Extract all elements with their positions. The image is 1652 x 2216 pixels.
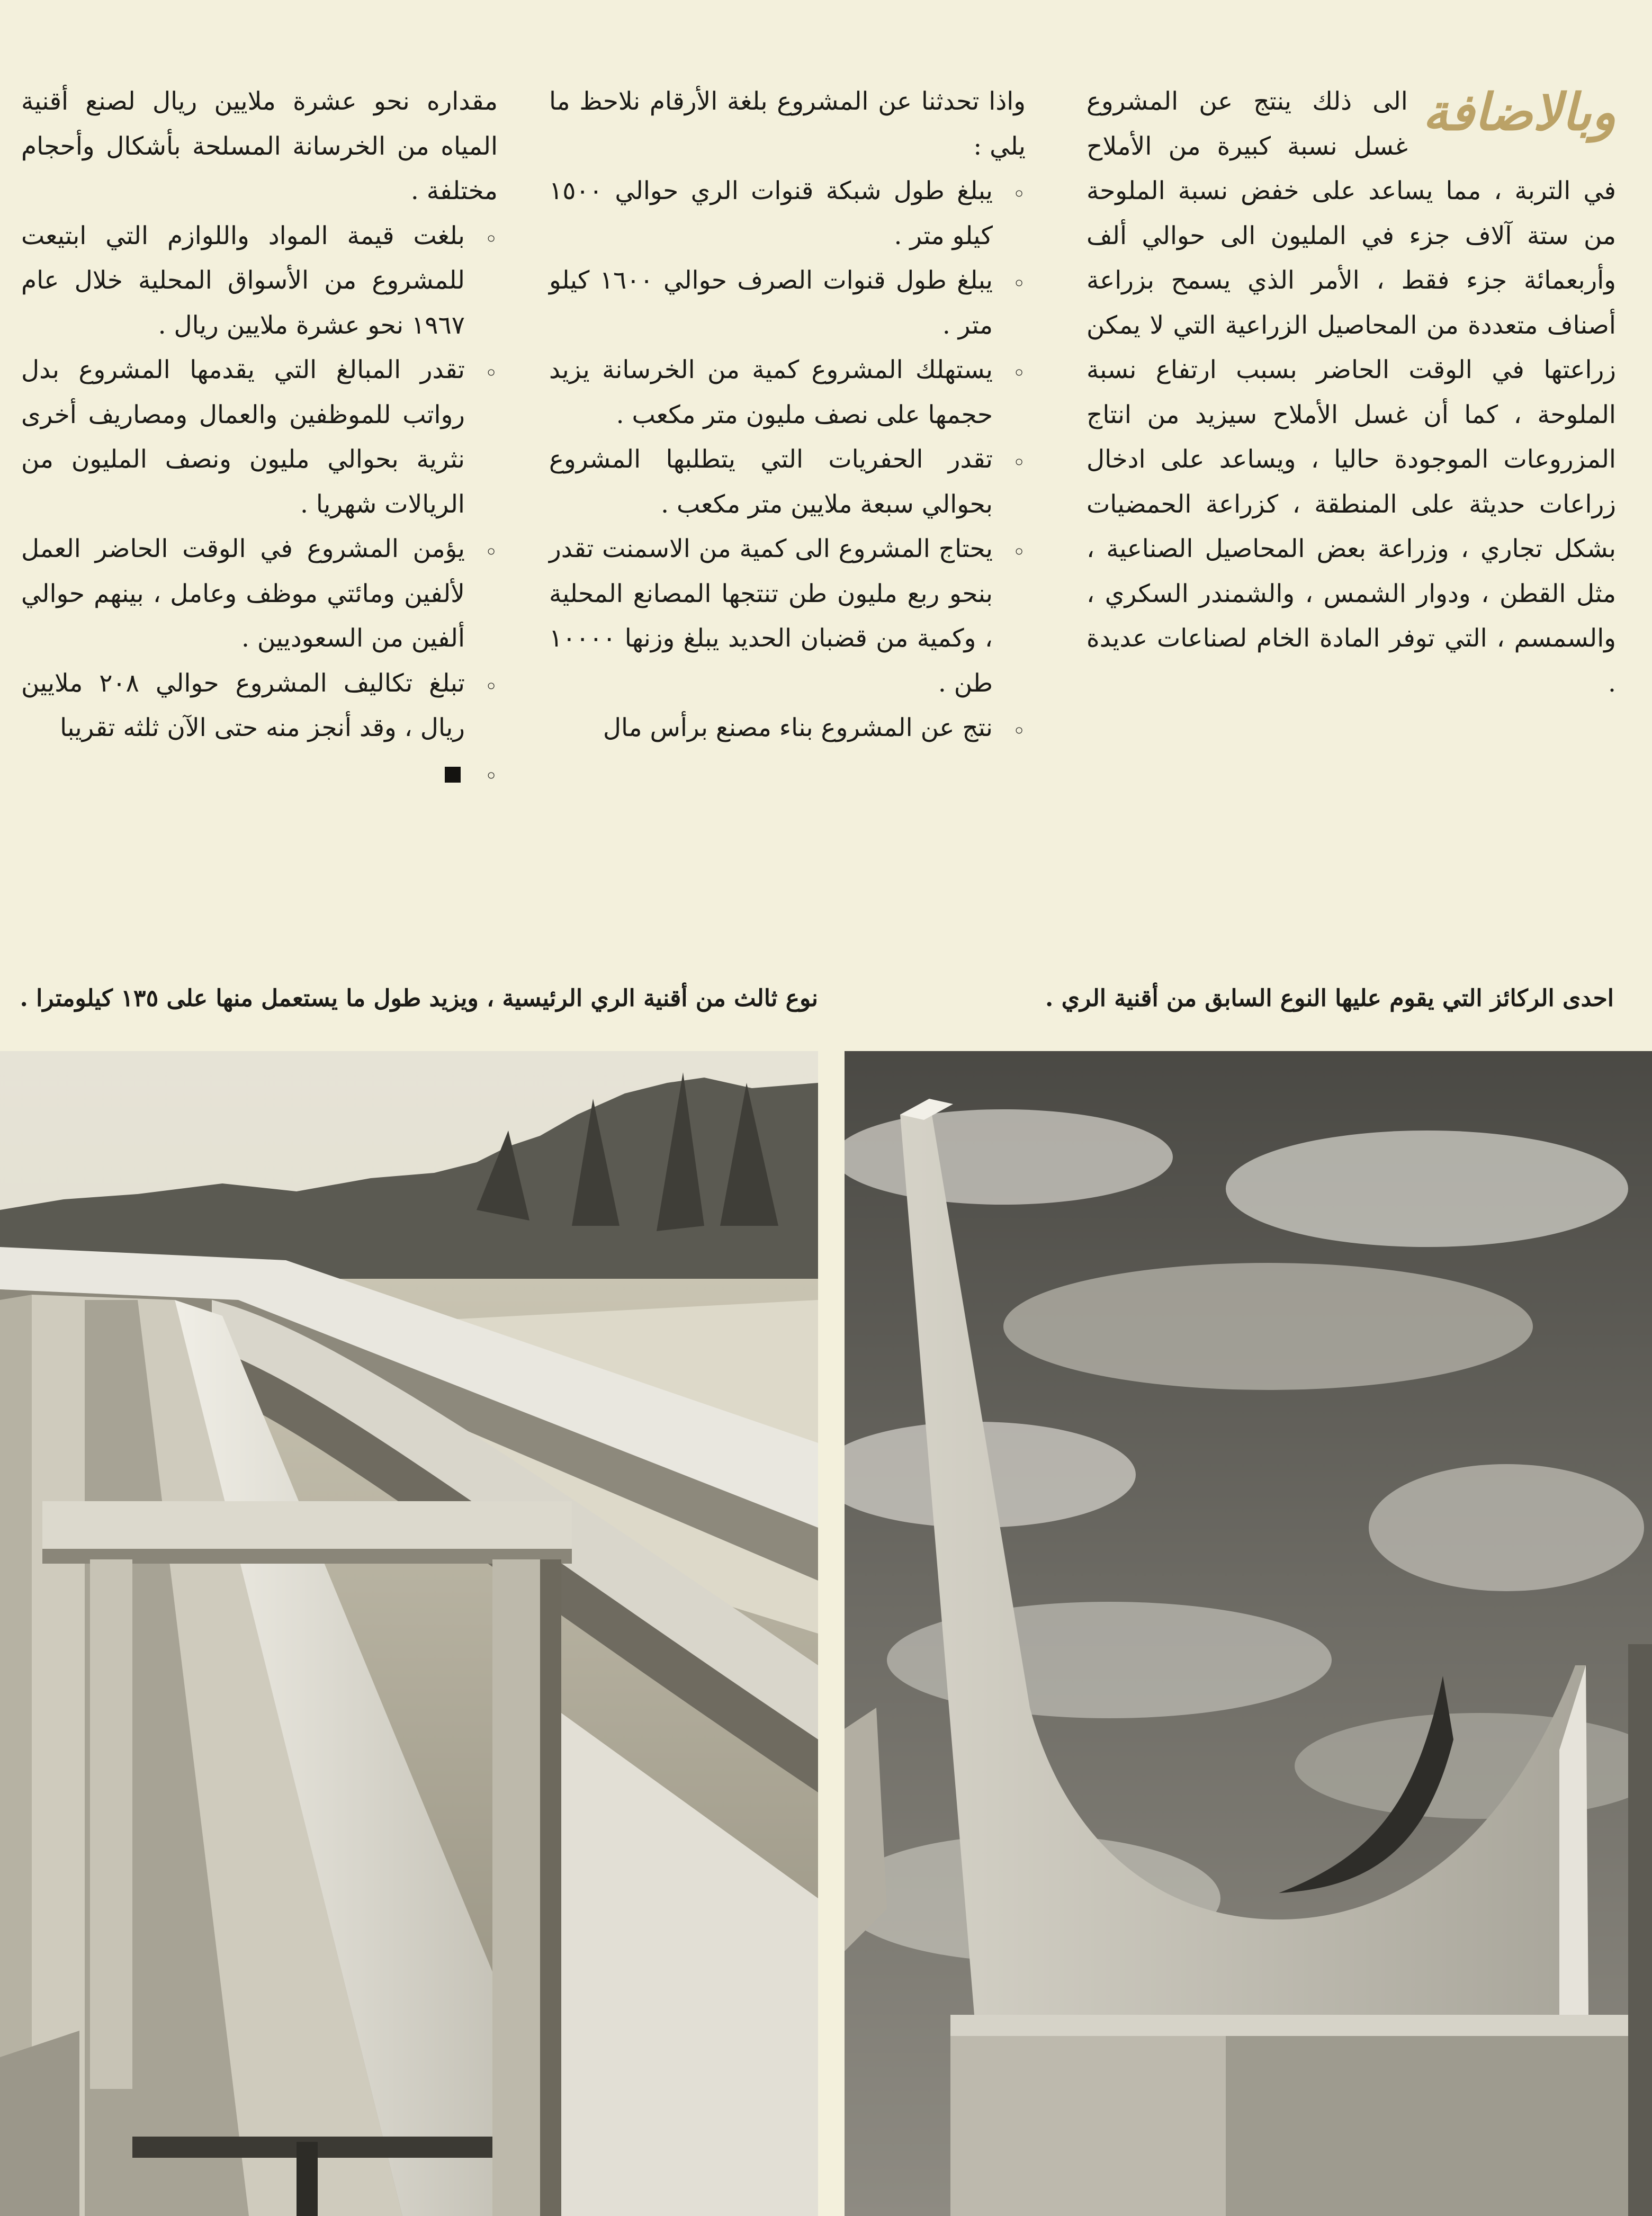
article-column-left — [21, 79, 498, 795]
canal-photo — [0, 1051, 818, 2216]
end-of-article-mark — [445, 767, 461, 783]
caption-right-photo: احدى الركائز التي يقوم عليها النوع السابق من أقنية الري . — [1045, 985, 1614, 1012]
list-item: ◦ تقدر الحفريات التي يتطلبها المشروع بحوالي سبعة ملايين متر مكعب . — [549, 437, 1026, 527]
canal-photo-image — [0, 1051, 818, 2216]
caption-left-photo: نوع ثالث من أقنية الري الرئيسية ، ويزيد طول ما يستعمل منها على ١٣٥ كيلومترا . — [20, 985, 818, 1012]
left-column-continuation: مقداره نحو عشرة ملايين ريال لصنع أقنية المياه من الخرسانة المسلحة بأشكال وأحجام مختلفة . — [21, 87, 498, 205]
middle-column-intro: واذا تحدثنا عن المشروع بلغة الأرقام نلاحظ ما يلي : — [549, 87, 1026, 161]
list-item-last — [21, 751, 498, 796]
list-item: ◦ يستهلك المشروع كمية من الخرسانة يزيد حجمها على نصف مليون متر مكعب . — [549, 348, 1026, 437]
list-item: ◦ تبلغ تكاليف المشروع حوالي ٢٠٨ ملايين ريال ، وقد أنجز منه حتى الآن ثلثه تقريبا — [21, 661, 498, 751]
right-column-paragraph: الى ذلك ينتج عن المشروع غسل نسبة كبيرة من الأملاح في التربة ، مما يساعد على خفض نسبة الملوحة من ستة آلاف جزء في المليون الى حوالي ألف وأربعمائة جزء فقط ، الأمر الذي يسمح بزراعة أصناف متعددة من المحاصيل الزراعية التي لا يمكن زراعتها في الوقت الحاضر بسبب ارتفاع نسبة الملوحة ، كما أن غسل الأملاح سيزيد من انتاج المزروعات الموجودة حاليا ، ويساعد على ادخال زراعات حديثة على المنطقة ، كزراعة الحمضيات بشكل تجاري ، وزراعة بعض المحاصيل الصناعية ، مثل القطن ، ودوار الشمس ، والشمندر السكري ، والسمسم ، التي توفر المادة الخام لصناعات عديدة . — [1087, 87, 1616, 698]
left-column-list — [21, 214, 498, 796]
article-column-right — [1087, 79, 1616, 706]
list-item: ◦ يبلغ طول قنوات الصرف حوالي ١٦٠٠ كيلو متر . — [549, 258, 1026, 348]
pillar-photo — [845, 1051, 1652, 2216]
list-item: ◦ تقدر المبالغ التي يقدمها المشروع بدل رواتب للموظفين والعمال ومصاريف أخرى نثرية بحوالي مليون ونصف المليون من الريالات شهريا . — [21, 348, 498, 527]
lead-word: وبالاضافة — [1422, 82, 1616, 142]
list-item: ◦ يحتاج المشروع الى كمية من الاسمنت تقدر بنحو ربع مليون طن تنتجها المصانع المحلية ، وكمية من قضبان الحديد يبلغ وزنها ١٠٠٠٠ طن . — [549, 527, 1026, 706]
middle-column-list — [549, 169, 1026, 751]
list-item: ◦ بلغت قيمة المواد واللوازم التي ابتيعت للمشروع من الأسواق المحلية خلال عام ١٩٦٧ نحو عشرة ملايين ريال . — [21, 214, 498, 348]
list-item: ◦ يبلغ طول شبكة قنوات الري حوالي ١٥٠٠ كيلو متر . — [549, 169, 1026, 258]
pillar-photo-image — [845, 1051, 1652, 2216]
list-item: ◦ نتج عن المشروع بناء مصنع برأس مال — [549, 706, 1026, 751]
article-column-middle — [549, 79, 1026, 751]
list-item: ◦ يؤمن المشروع في الوقت الحاضر العمل لألفين ومائتي موظف وعامل ، بينهم حوالي ألفين من السعوديين . — [21, 527, 498, 661]
